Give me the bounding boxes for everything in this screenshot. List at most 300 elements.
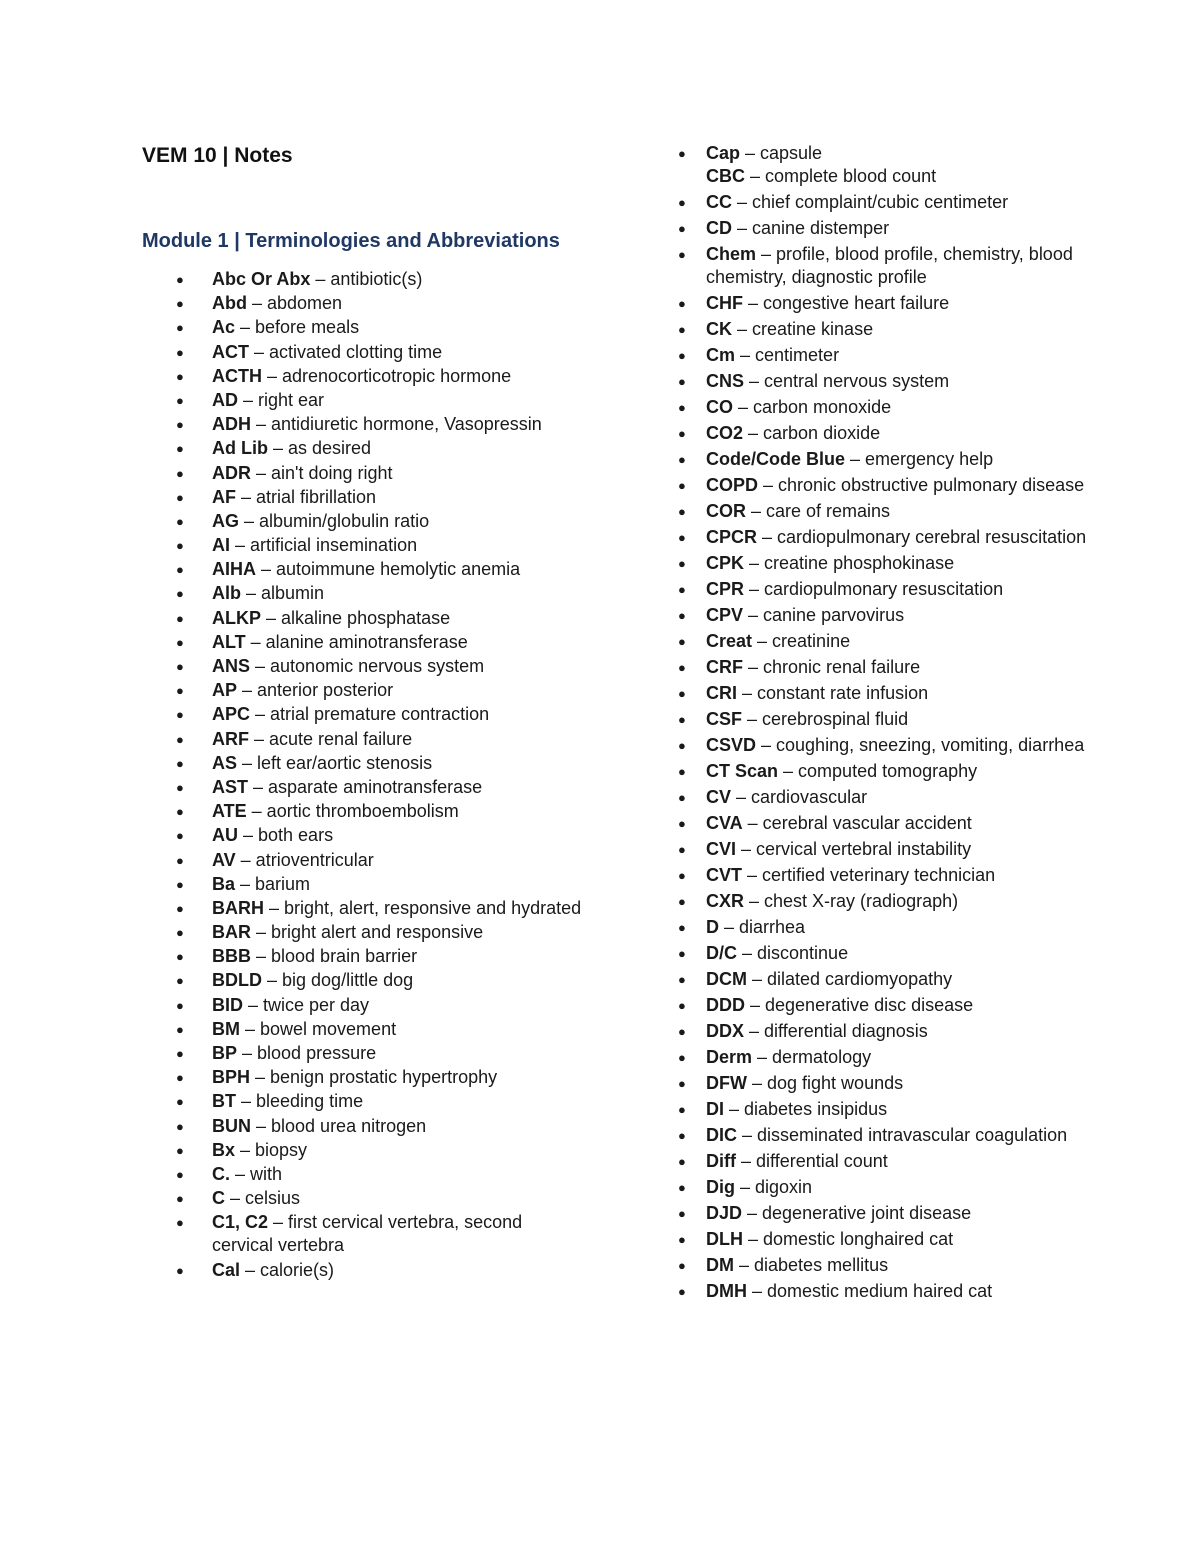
abbreviation-term: BDLD [212, 970, 262, 991]
bullet-icon: ● [176, 513, 184, 529]
abbreviation-term: AI [212, 535, 230, 556]
abbreviation-term: Code/Code Blue [706, 449, 846, 469]
bullet-icon: ● [176, 1166, 184, 1182]
abbreviation-definition: – bleeding time [236, 1091, 364, 1112]
list-item [672, 1280, 1092, 1303]
bullet-icon: ● [678, 1128, 686, 1143]
abbreviation-list-left [142, 268, 582, 1282]
abbreviation-definition: – aortic thromboembolism [246, 801, 459, 822]
list-item [672, 1020, 1092, 1043]
abbreviation-definition: – diabetes insipidus [724, 1099, 888, 1119]
bullet-icon: ● [678, 348, 686, 363]
bullet-icon: ● [678, 1102, 686, 1117]
bullet-icon: ● [678, 1154, 686, 1169]
abbreviation-definition: – discontinue [737, 943, 849, 963]
abbreviation-term: AS [212, 752, 238, 773]
list-item [672, 191, 1092, 214]
abbreviation-definition: – domestic longhaired cat [743, 1229, 954, 1249]
list-item [142, 1115, 582, 1138]
abbreviation-term: DCM [706, 969, 747, 989]
list-item [672, 1072, 1092, 1095]
bullet-icon: ● [176, 489, 184, 505]
list-item [672, 708, 1092, 731]
bullet-icon: ● [678, 868, 686, 883]
bullet-icon: ● [678, 972, 686, 987]
abbreviation-term: CVT [706, 865, 742, 885]
bullet-icon: ● [678, 374, 686, 389]
bullet-icon: ● [678, 842, 686, 857]
bullet-icon: ● [176, 296, 184, 312]
abbreviation-definition: – both ears [238, 825, 334, 846]
bullet-icon: ● [678, 504, 686, 519]
bullet-icon: ● [176, 683, 184, 699]
bullet-icon: ● [678, 146, 686, 161]
abbreviation-definition: – artificial insemination [230, 535, 418, 556]
abbreviation-definition: – antidiuretic hormone, Vasopressin [251, 414, 542, 435]
bullet-icon: ● [176, 1118, 184, 1134]
abbreviation-definition: – acute renal failure [249, 728, 413, 749]
abbreviation-definition: – cerebrospinal fluid [742, 709, 909, 729]
bullet-icon: ● [678, 195, 686, 210]
abbreviation-term: DMH [706, 1281, 747, 1301]
abbreviation-term: BPH [212, 1067, 251, 1088]
bullet-icon: ● [176, 779, 184, 795]
bullet-icon: ● [678, 998, 686, 1013]
abbreviation-term: COPD [706, 475, 759, 495]
list-item [142, 897, 582, 920]
list-item [672, 838, 1092, 861]
abbreviation-definition: – diarrhea [719, 917, 806, 937]
abbreviation-definition: – alkaline phosphatase [261, 607, 451, 628]
abbreviation-term: C1, C2 [212, 1212, 269, 1233]
bullet-icon: ● [678, 1024, 686, 1039]
abbreviation-definition: – central nervous system [744, 371, 950, 391]
list-item [672, 500, 1092, 523]
abbreviation-definition: – autoimmune hemolytic anemia [256, 559, 521, 580]
abbreviation-term: CV [706, 787, 732, 807]
list-item [672, 682, 1092, 705]
abbreviation-definition: – congestive heart failure [743, 293, 950, 313]
bullet-icon: ● [176, 320, 184, 336]
bullet-icon: ● [176, 538, 184, 554]
abbreviation-term: DDD [706, 995, 745, 1015]
abbreviation-definition: – dilated cardiomyopathy [747, 969, 953, 989]
abbreviation-definition: – antibiotic(s) [310, 269, 423, 289]
list-item [142, 1259, 582, 1282]
abbreviation-definition: – twice per day [243, 994, 370, 1015]
abbreviation-term: CD [706, 218, 732, 238]
bullet-icon: ● [176, 804, 184, 820]
bullet-icon: ● [678, 426, 686, 441]
list-item [142, 824, 582, 847]
abbreviation-list-right [672, 142, 1092, 1303]
list-item [672, 142, 1092, 188]
bullet-icon: ● [678, 1050, 686, 1065]
abbreviation-term: CT Scan [706, 761, 779, 781]
bullet-icon: ● [176, 634, 184, 650]
bullet-icon: ● [176, 659, 184, 674]
abbreviation-term: AF [212, 486, 236, 507]
list-item [142, 558, 582, 581]
abbreviation-definition: – anterior posterior [237, 680, 394, 701]
list-item [142, 413, 582, 436]
bullet-icon: ● [678, 247, 686, 262]
list-item [672, 422, 1092, 445]
abbreviation-definition: – profile, blood profile, chemistry, blood chemistry, diagnostic profile [706, 244, 1073, 287]
bullet-icon: ● [176, 900, 184, 916]
abbreviation-term: Abd [212, 293, 247, 314]
list-item [142, 1211, 582, 1257]
bullet-icon: ● [176, 949, 184, 965]
abbreviation-definition: – degenerative joint disease [742, 1203, 972, 1223]
bullet-icon: ● [176, 1191, 184, 1207]
list-item [672, 812, 1092, 835]
abbreviation-definition: – blood urea nitrogen [251, 1115, 427, 1136]
bullet-icon: ● [678, 660, 686, 675]
list-item [142, 1018, 582, 1041]
abbreviation-definition: – bowel movement [240, 1018, 397, 1039]
abbreviation-term: CSF [706, 709, 742, 729]
abbreviation-definition: – as desired [268, 438, 372, 459]
abbreviation-term: ATE [212, 801, 247, 822]
abbreviation-definition: – cervical vertebral instability [736, 839, 972, 859]
abbreviation-term: DM [706, 1255, 734, 1275]
abbreviation-definition: – abdomen [247, 293, 343, 314]
abbreviation-term: CNS [706, 371, 745, 391]
abbreviation-term: ANS [212, 656, 251, 676]
abbreviation-term: APC [212, 704, 251, 725]
bullet-icon: ● [176, 1142, 184, 1158]
abbreviation-definition: – cardiovascular [731, 787, 868, 807]
abbreviation-definition: – with [230, 1163, 283, 1184]
abbreviation-term: BP [212, 1043, 238, 1063]
list-item [142, 800, 582, 823]
bullet-icon: ● [678, 1206, 686, 1221]
abbreviation-definition: – alanine aminotransferase [245, 631, 468, 652]
abbreviation-definition: – cerebral vascular accident [742, 813, 972, 833]
bullet-icon: ● [678, 1076, 686, 1091]
abbreviation-term: DIC [706, 1125, 737, 1145]
bullet-icon: ● [678, 816, 686, 831]
abbreviation-term: ARF [212, 728, 249, 749]
list-item [672, 734, 1092, 757]
abbreviation-definition: – digoxin [735, 1177, 813, 1197]
abbreviation-definition: – chronic obstructive pulmonary disease [758, 475, 1085, 495]
list-item [672, 1046, 1092, 1069]
abbreviation-term: Ac [212, 317, 236, 338]
abbreviation-definition: – degenerative disc disease [745, 995, 974, 1015]
list-item [142, 994, 582, 1017]
abbreviation-term: ALKP [212, 607, 261, 628]
bullet-icon: ● [176, 417, 184, 433]
list-item [672, 1202, 1092, 1225]
abbreviation-term: Bx [212, 1139, 236, 1160]
bullet-icon: ● [678, 296, 686, 311]
list-item [142, 316, 582, 339]
abbreviation-definition: – creatine kinase [732, 319, 874, 339]
bullet-icon: ● [176, 1046, 184, 1061]
list-item [142, 703, 582, 726]
list-item [672, 1228, 1092, 1251]
abbreviation-term: ALT [212, 631, 246, 652]
list-item [142, 1066, 582, 1089]
abbreviation-definition: – calorie(s) [240, 1259, 335, 1280]
abbreviation-definition: – albumin [241, 583, 325, 604]
abbreviation-term: D [706, 917, 719, 937]
bullet-icon: ● [678, 322, 686, 337]
abbreviation-definition: – benign prostatic hypertrophy [250, 1067, 498, 1088]
bullet-icon: ● [678, 556, 686, 571]
abbreviation-term: Creat [706, 631, 753, 651]
bullet-icon: ● [678, 764, 686, 779]
abbreviation-definition: – complete blood count [745, 166, 937, 186]
abbreviation-term: Derm [706, 1047, 753, 1067]
abbreviation-definition: – albumin/globulin ratio [239, 510, 430, 531]
document-title: VEM 10 | Notes [142, 144, 293, 167]
abbreviation-term: ACT [212, 341, 249, 362]
abbreviation-term: DJD [706, 1203, 743, 1223]
abbreviation-definition: – big dog/little dog [262, 970, 414, 991]
abbreviation-definition: – creatine phosphokinase [744, 553, 955, 573]
bullet-icon: ● [176, 755, 184, 771]
abbreviation-definition: – capsule [740, 143, 823, 163]
abbreviation-term: AD [212, 389, 238, 410]
abbreviation-definition: – computed tomography [778, 761, 978, 781]
list-item [672, 318, 1092, 341]
bullet-icon: ● [678, 1232, 686, 1247]
abbreviation-term: Chem [706, 244, 757, 264]
abbreviation-term: Ad Lib [212, 438, 268, 459]
list-item [672, 786, 1092, 809]
bullet-icon: ● [176, 392, 184, 408]
list-item [672, 474, 1092, 497]
abbreviation-term: CC [706, 192, 732, 212]
abbreviation-term: CPV [706, 605, 744, 625]
abbreviation-definition: – canine parvovirus [743, 605, 905, 625]
list-item [672, 1124, 1092, 1147]
abbreviation-definition: – disseminated intravascular coagulation [737, 1125, 1068, 1145]
abbreviation-definition: – chest X-ray (radiograph) [744, 891, 959, 911]
abbreviation-definition: – differential diagnosis [744, 1021, 928, 1041]
list-item [672, 370, 1092, 393]
list-item [142, 945, 582, 968]
bullet-icon: ● [176, 925, 184, 941]
list-item [142, 607, 582, 630]
list-item [142, 873, 582, 896]
abbreviation-term: D/C [706, 943, 737, 963]
list-item [142, 969, 582, 992]
bullet-icon: ● [678, 686, 686, 701]
bullet-icon: ● [176, 1262, 184, 1278]
abbreviation-term: Dig [706, 1177, 735, 1197]
bullet-icon: ● [678, 608, 686, 623]
list-item [142, 1090, 582, 1113]
bullet-icon: ● [176, 586, 184, 602]
abbreviation-term: BID [212, 994, 243, 1015]
abbreviation-term: Diff [706, 1151, 736, 1171]
list-item [672, 344, 1092, 367]
abbreviation-term: Cap [706, 143, 741, 163]
abbreviation-term: CO [706, 397, 733, 417]
list-item [672, 760, 1092, 783]
abbreviation-definition: – biopsy [235, 1139, 308, 1160]
abbreviation-definition: – blood brain barrier [251, 946, 418, 967]
bullet-icon: ● [678, 634, 686, 649]
bullet-icon: ● [678, 530, 686, 545]
bullet-icon: ● [678, 790, 686, 805]
list-item [142, 728, 582, 751]
abbreviation-definition: – atrial premature contraction [250, 704, 490, 725]
list-item [142, 849, 582, 872]
abbreviation-definition: – coughing, sneezing, vomiting, diarrhea [756, 735, 1085, 755]
abbreviation-term: ADR [212, 462, 251, 483]
bullet-icon: ● [176, 731, 184, 747]
bullet-icon: ● [678, 946, 686, 961]
list-item [142, 776, 582, 799]
bullet-icon: ● [678, 894, 686, 909]
abbreviation-definition: – carbon monoxide [733, 397, 892, 417]
abbreviation-definition: – right ear [238, 389, 325, 410]
list-item [142, 534, 582, 557]
bullet-icon: ● [176, 997, 184, 1013]
list-item [142, 510, 582, 533]
abbreviation-term: AIHA [212, 559, 256, 580]
list-item [672, 243, 1092, 289]
abbreviation-term: Abc Or Abx [212, 269, 311, 289]
abbreviation-definition: – before meals [235, 317, 360, 338]
abbreviation-definition: – constant rate infusion [737, 683, 929, 703]
list-item [672, 292, 1092, 315]
abbreviation-definition: – domestic medium haired cat [747, 1281, 993, 1301]
abbreviation-definition: – carbon dioxide [743, 423, 881, 443]
abbreviation-term: CK [706, 319, 732, 339]
bullet-icon: ● [678, 452, 686, 467]
list-item [672, 1176, 1092, 1199]
abbreviation-definition: – ain't doing right [251, 462, 393, 483]
abbreviation-term: AU [212, 825, 238, 846]
abbreviation-definition: – dog fight wounds [746, 1073, 904, 1093]
list-item [672, 864, 1092, 887]
abbreviation-term: Cal [212, 1259, 241, 1280]
bullet-icon: ● [176, 368, 184, 384]
abbreviation-definition: – emergency help [845, 449, 994, 469]
abbreviation-definition: – atrioventricular [235, 849, 374, 870]
abbreviation-definition: – left ear/aortic stenosis [237, 752, 433, 773]
list-item [142, 655, 582, 678]
abbreviation-definition: – chronic renal failure [743, 657, 921, 677]
list-item [142, 341, 582, 364]
abbreviation-term: C. [212, 1163, 230, 1184]
list-item [672, 1150, 1092, 1173]
abbreviation-term: AG [212, 510, 239, 531]
list-item [142, 1139, 582, 1162]
abbreviation-definition: – asparate aminotransferase [248, 776, 483, 797]
abbreviation-definition: – barium [235, 873, 311, 894]
bullet-icon: ● [678, 1180, 686, 1195]
list-item [672, 916, 1092, 939]
left-column [142, 142, 582, 1283]
list-item [142, 1163, 582, 1186]
abbreviation-term: Alb [212, 583, 241, 604]
list-item [142, 268, 582, 291]
abbreviation-definition: – celsius [225, 1188, 301, 1209]
abbreviation-term: DFW [706, 1073, 747, 1093]
list-item [142, 437, 582, 460]
bullet-icon: ● [176, 707, 184, 723]
abbreviation-definition: – cardiopulmonary resuscitation [744, 579, 1004, 599]
abbreviation-term: CRI [706, 683, 737, 703]
abbreviation-term: CHF [706, 293, 743, 313]
list-item [672, 656, 1092, 679]
abbreviation-term: CVA [706, 813, 743, 833]
abbreviation-term: Ba [212, 873, 236, 894]
abbreviation-term: DLH [706, 1229, 743, 1249]
list-item [672, 968, 1092, 991]
list-item [672, 630, 1092, 653]
abbreviation-term: CBC [706, 166, 745, 186]
abbreviation-term: BUN [212, 1115, 251, 1136]
abbreviation-definition: – differential count [736, 1151, 888, 1171]
list-item [672, 217, 1092, 240]
abbreviation-term: BT [212, 1091, 236, 1112]
bullet-icon: ● [176, 465, 184, 481]
abbreviation-term: CXR [706, 891, 745, 911]
bullet-icon: ● [176, 272, 184, 287]
bullet-icon: ● [176, 562, 184, 578]
abbreviation-term: BBB [212, 946, 251, 967]
list-item [142, 582, 582, 605]
abbreviation-definition: – first cervical vertebra, second cervical vertebra [212, 1212, 523, 1256]
abbreviation-definition: – autonomic nervous system [250, 656, 485, 676]
abbreviation-term: C [212, 1188, 225, 1209]
list-item [672, 1254, 1092, 1277]
list-item [142, 365, 582, 388]
abbreviation-term: BAR [212, 922, 251, 943]
abbreviation-term: Cm [706, 345, 736, 365]
abbreviation-definition: – adrenocorticotropic hormone [262, 365, 512, 386]
abbreviation-term: AV [212, 849, 236, 870]
abbreviation-definition: – chief complaint/cubic centimeter [732, 192, 1009, 212]
abbreviation-term: CRF [706, 657, 743, 677]
abbreviation-definition: – centimeter [735, 345, 840, 365]
bullet-icon: ● [678, 920, 686, 935]
abbreviation-term: DDX [706, 1021, 745, 1041]
bullet-icon: ● [678, 738, 686, 753]
list-item [142, 292, 582, 315]
bullet-icon: ● [176, 610, 184, 626]
bullet-icon: ● [176, 1215, 184, 1231]
abbreviation-definition: – blood pressure [237, 1043, 377, 1063]
bullet-icon: ● [176, 852, 184, 868]
abbreviation-definition: – activated clotting time [249, 341, 443, 362]
list-item [672, 604, 1092, 627]
bullet-icon: ● [176, 1021, 184, 1037]
bullet-icon: ● [176, 973, 184, 989]
abbreviation-definition: – diabetes mellitus [734, 1255, 889, 1275]
bullet-icon: ● [678, 1258, 686, 1273]
abbreviation-definition: – canine distemper [732, 218, 890, 238]
list-item [142, 752, 582, 775]
abbreviation-term: AP [212, 680, 238, 701]
section-heading: Module 1 | Terminologies and Abbreviations [142, 230, 560, 252]
abbreviation-definition: – bright, alert, responsive and hydrated [264, 897, 582, 918]
list-item [142, 389, 582, 412]
list-item [672, 1098, 1092, 1121]
list-item [672, 942, 1092, 965]
abbreviation-term: CPK [706, 553, 745, 573]
abbreviation-definition: – creatinine [752, 631, 851, 651]
list-item [142, 1187, 582, 1210]
